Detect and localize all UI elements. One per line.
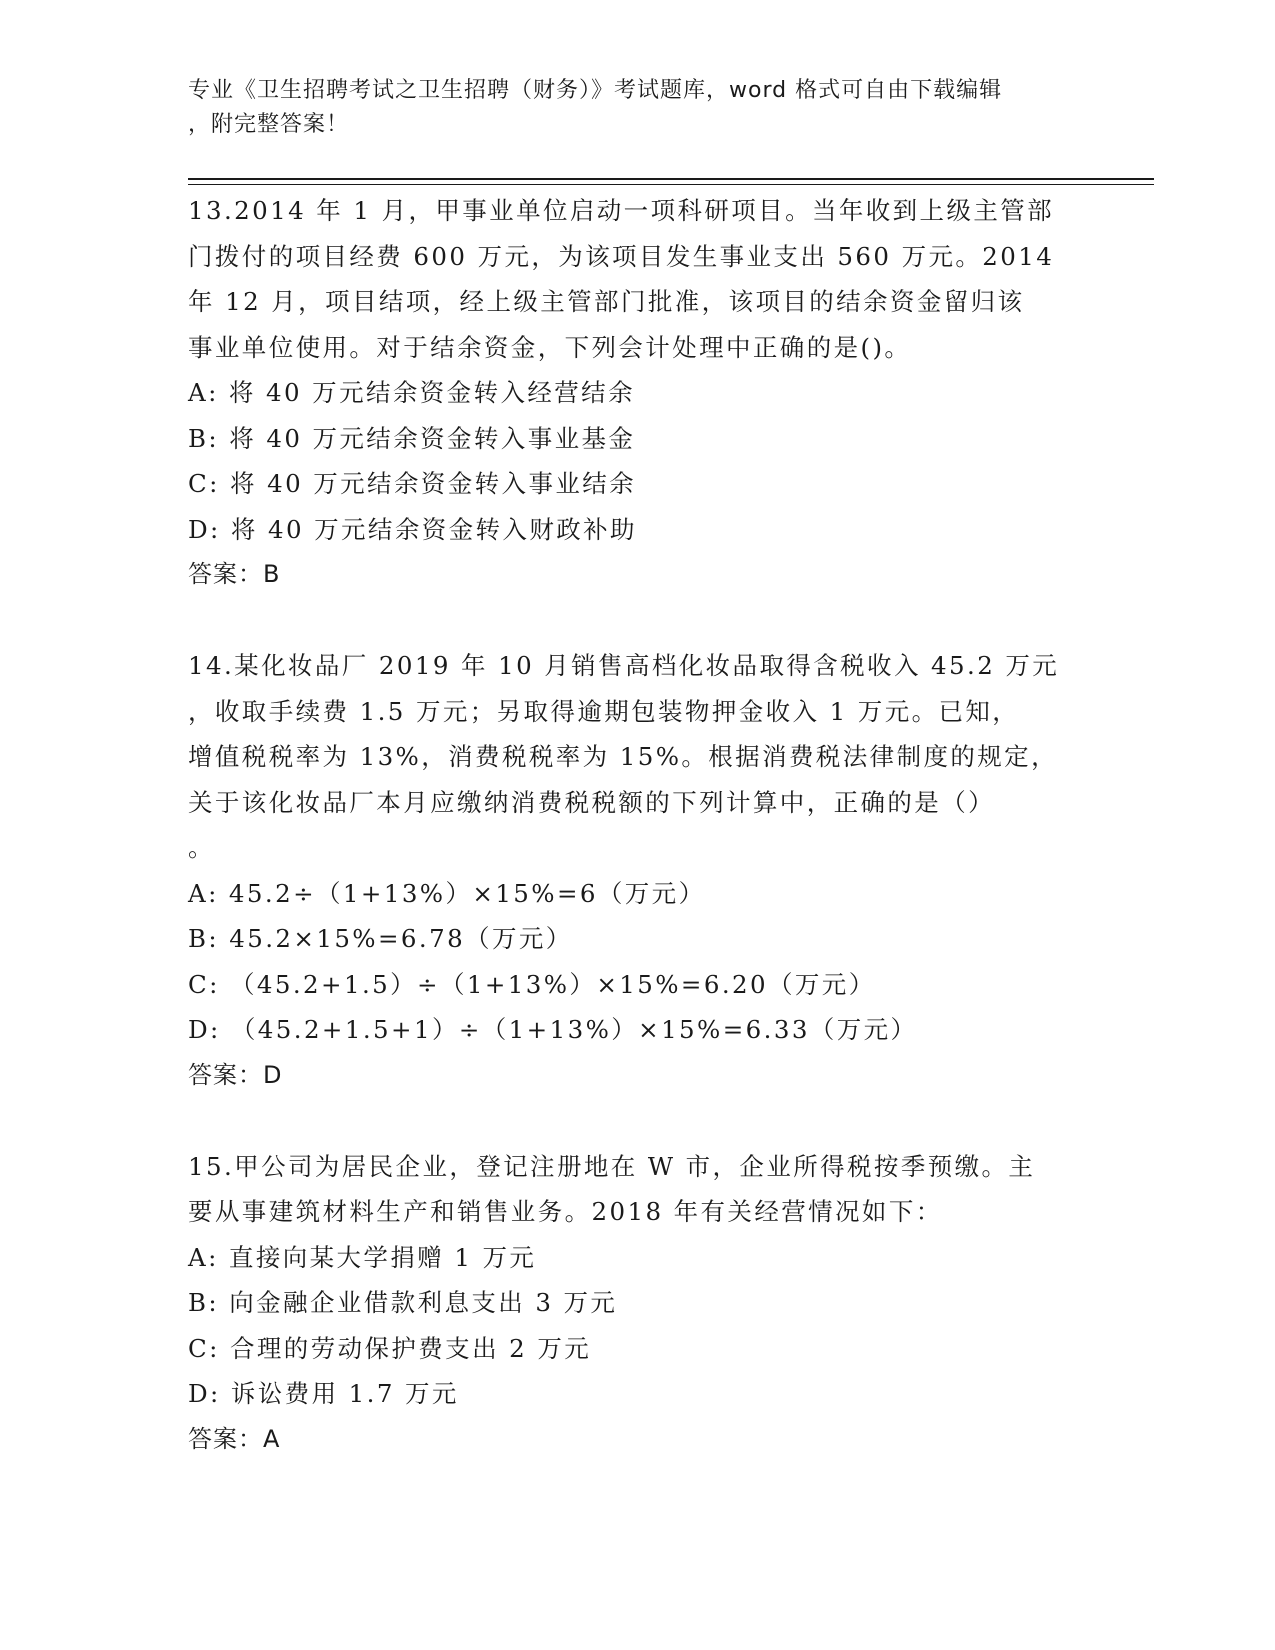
option-a: A: 将 40 万元结余资金转入经营结余 — [188, 378, 635, 407]
question-stem-line: 年 12 月，项目结项，经上级主管部门批准，该项目的结余资金留归该 — [188, 287, 1025, 316]
question-stem-line: 事业单位使用。对于结余资金，下列会计处理中正确的是()。 — [188, 332, 912, 362]
question-14 — [188, 643, 1088, 1098]
question-list — [188, 188, 1088, 1462]
document-header: 专业《卫生招聘考试之卫生招聘（财务）》考试题库，word 格式可自由下载编辑 ，附完整答案！ — [188, 78, 1003, 137]
question-stem-line: 关于该化妆品厂本月应缴纳消费税税额的下列计算中，正确的是（） — [188, 787, 995, 817]
option-a: A: 直接向某大学捐赠 1 万元 — [188, 1242, 537, 1272]
header-divider-thick — [188, 178, 1154, 180]
option-d: D: 诉讼费用 1.7 万元 — [188, 1379, 459, 1408]
question-stem-line: 14.某化妆品厂 2019 年 10 月销售高档化妆品取得含税收入 45.2 万元 — [188, 651, 1060, 680]
option-c: C: 将 40 万元结余资金转入事业结余 — [188, 469, 637, 498]
option-b: B: 将 40 万元结余资金转入事业基金 — [188, 423, 636, 453]
question-spacer — [188, 1098, 1088, 1144]
question-stem-line: 15.甲公司为居民企业，登记注册地在 W 市，企业所得税按季预缴。主 — [188, 1151, 1036, 1181]
answer-line: 答案：B — [188, 560, 281, 588]
question-stem-line: ，收取手续费 1.5 万元；另取得逾期包装物押金收入 1 万元。已知， — [188, 696, 1020, 726]
answer-line: 答案：D — [188, 1060, 283, 1089]
option-b: B: 向金融企业借款利息支出 3 万元 — [188, 1288, 618, 1317]
option-c: C: 合理的劳动保护费支出 2 万元 — [188, 1333, 592, 1363]
option-a: A: 45.2÷（1+13%）×15%=6（万元） — [188, 878, 706, 908]
question-stem-line: 。 — [188, 833, 215, 862]
option-d: D: 将 40 万元结余资金转入财政补助 — [188, 514, 637, 544]
question-stem-line: 增值税税率为 13%，消费税税率为 15%。根据消费税法律制度的规定， — [188, 742, 1058, 771]
question-stem-line: 要从事建筑材料生产和销售业务。2018 年有关经营情况如下： — [188, 1197, 943, 1226]
question-spacer — [188, 598, 1088, 644]
question-15 — [188, 1144, 1088, 1463]
header-divider-thin — [188, 184, 1154, 185]
question-stem-line: 门拨付的项目经费 600 万元，为该项目发生事业支出 560 万元。2014 — [188, 241, 1055, 271]
answer-line: 答案：A — [188, 1424, 281, 1453]
option-b: B: 45.2×15%=6.78（万元） — [188, 924, 573, 953]
option-c: C: （45.2+1.5）÷（1+13%）×15%=6.20（万元） — [188, 969, 876, 999]
question-stem-line: 13.2014 年 1 月，甲事业单位启动一项科研项目。当年收到上级主管部 — [188, 196, 1055, 225]
option-d: D: （45.2+1.5+1）÷（1+13%）×15%=6.33（万元） — [188, 1015, 918, 1044]
question-13 — [188, 188, 1088, 598]
